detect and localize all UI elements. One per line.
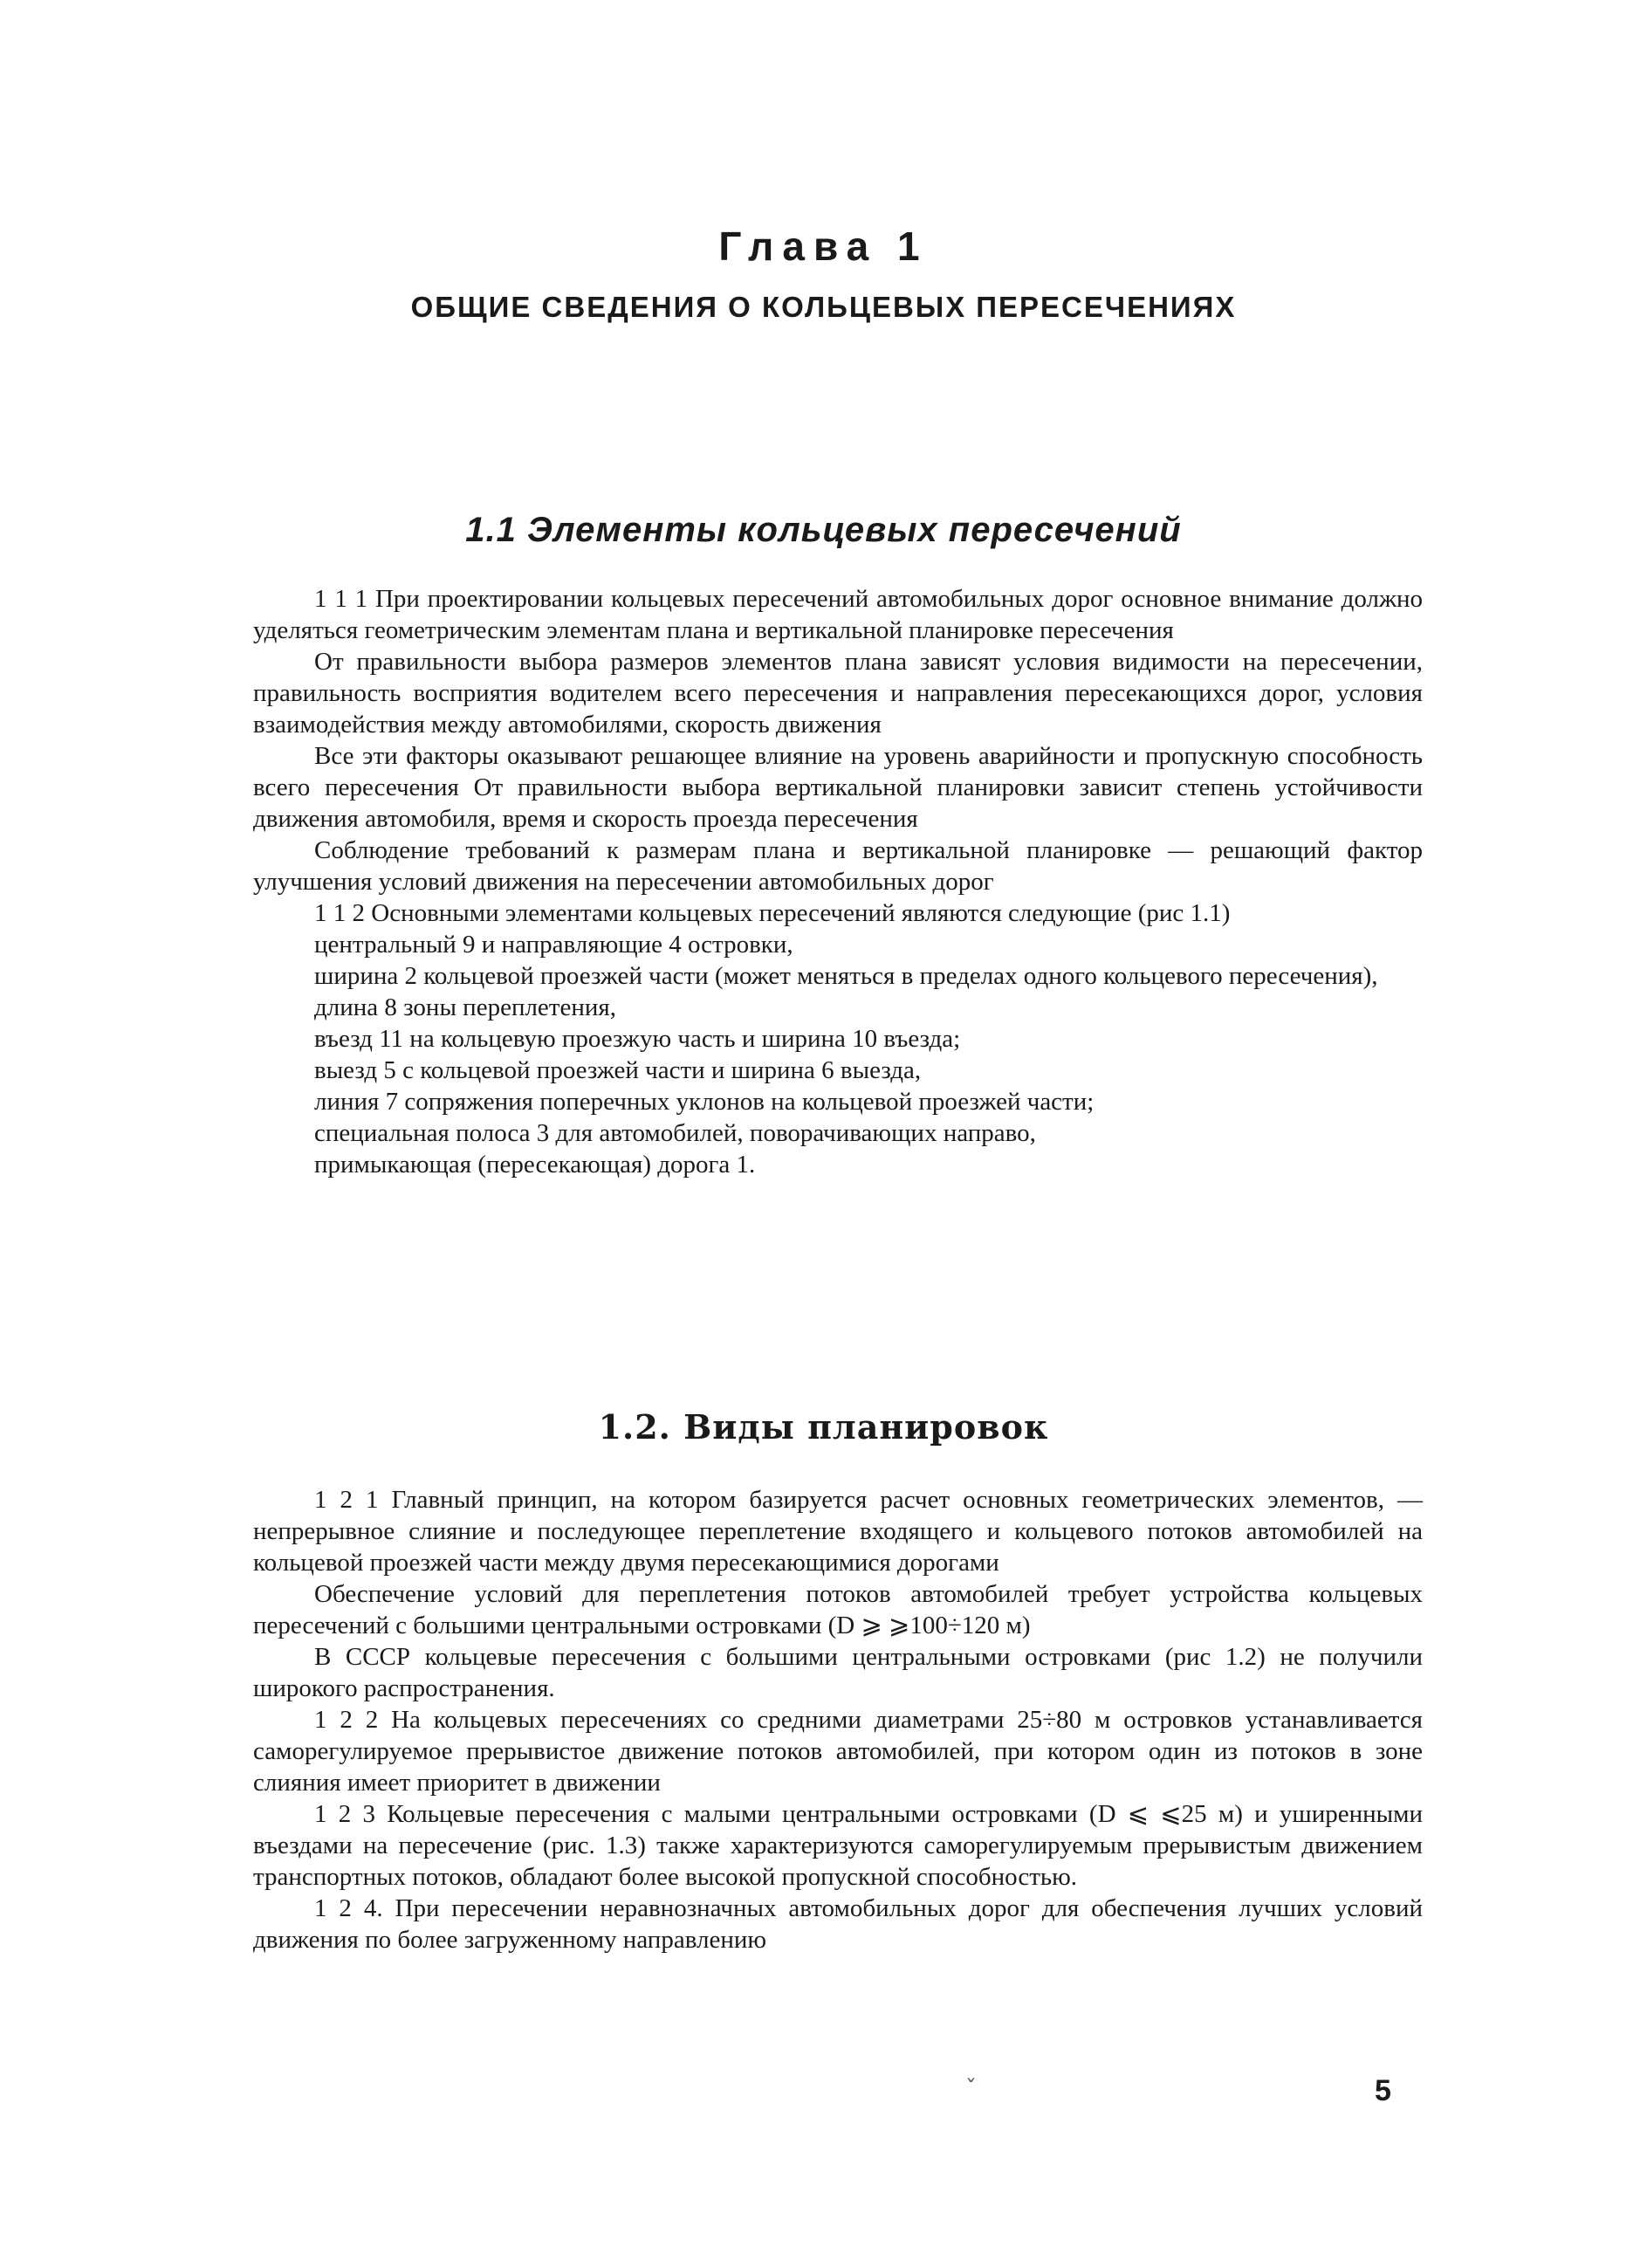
section-title-1-2: 1.2. Виды планировок (598, 1407, 1049, 1447)
chapter-label: Глава 1 (718, 223, 929, 269)
paragraph-1-2-1: 1 2 1 Главный принцип, на котором базируется расчет основных геометрических элементов, — непрерывное слияние и последующее переплетение входящего и кольцевого потоков автомобилей на кольцевой проезжей части между двумя пересекающимися дорогами (253, 1486, 1423, 1577)
paragraph: От правильности выбора размеров элементов плана зависят условия видимости на пересечении, правильность восприятия водителем всего пересечения и направления пересекающихся дорог, условия взаимодействия между автомобилями, скорость движения (253, 648, 1423, 739)
list-item: примыкающая (пересекающая) дорога 1. (314, 1151, 756, 1179)
chapter-title: ОБЩИЕ СВЕДЕНИЯ О КОЛЬЦЕВЫХ ПЕРЕСЕЧЕНИЯХ (410, 291, 1237, 323)
paragraph-1-2-4: 1 2 4. При пересечении неравнозначных автомобильных дорог для обеспечения лучших условий движения по более загруженному направлению (253, 1894, 1423, 1954)
list-item: линия 7 сопряжения поперечных уклонов на кольцевой проезжей части; (314, 1088, 1095, 1116)
paragraph: Обеспечение условий для переплетения потоков автомобилей требует устройства кольцевых пересечений с большими центральными островками (D ⩾ ⩾100÷120 м) (253, 1580, 1423, 1639)
list-item: центральный 9 и направляющие 4 островки, (314, 931, 793, 959)
paragraph: Соблюдение требований к размерам плана и вертикальной планировке — решающий фактор улучшения условий движения на пересечении автомобильных дорог (253, 836, 1423, 896)
list-item: специальная полоса 3 для автомобилей, поворачивающих направо, (314, 1119, 1036, 1147)
page-number: 5 (1375, 2074, 1391, 2107)
list-item: длина 8 зоны переплетения, (314, 993, 616, 1021)
section-1-1-body (253, 583, 1423, 1180)
paragraph: В СССР кольцевые пересечения с большими центральными островками (рис 1.2) не получили широкого распространения. (253, 1643, 1423, 1702)
list-item: ширина 2 кольцевой проезжей части (может меняться в пределах одного кольцевого пересечения), (314, 962, 1378, 990)
list-item: въезд 11 на кольцевую проезжую часть и ширина 10 въезда; (314, 1025, 961, 1053)
paragraph-1-2-3: 1 2 3 Кольцевые пересечения с малыми центральными островками (D ⩽ ⩽25 м) и уширенными въездами на пересечение (рис. 1.3) также характеризуются саморегулируемым прерывистым движением транспортных потоков, обладают более высокой пропускной способностью. (253, 1800, 1423, 1891)
print-mark: ˇ (965, 2076, 977, 2102)
paragraph-1-1-2: 1 1 2 Основными элементами кольцевых пересечений являются следующие (рис 1.1) (314, 899, 1231, 927)
section-title-1-1: 1.1 Элементы кольцевых пересечений (465, 511, 1182, 549)
paragraph-1-2-2: 1 2 2 На кольцевых пересечениях со средними диаметрами 25÷80 м островков устанавливается саморегулируемое прерывистое движение потоков автомобилей, при котором один из потоков в зоне слияния имеет приоритет в движении (253, 1706, 1423, 1797)
paragraph: Все эти факторы оказывают решающее влияние на уровень аварийности и пропускную способность всего пересечения От правильности выбора вертикальной планировки зависит степень устойчивости движения автомобиля, время и скорость проезда пересечения (253, 742, 1423, 833)
elements-list (253, 929, 1423, 1180)
page-footer (0, 2076, 1647, 2111)
list-item: выезд 5 с кольцевой проезжей части и ширина 6 выезда, (314, 1056, 922, 1084)
section-1-2-body (253, 1484, 1423, 1955)
paragraph-1-1-1: 1 1 1 При проектировании кольцевых пересечений автомобильных дорог основное внимание должно уделяться геометрическим элементам плана и вертикальной планировке пересечения (253, 585, 1423, 644)
